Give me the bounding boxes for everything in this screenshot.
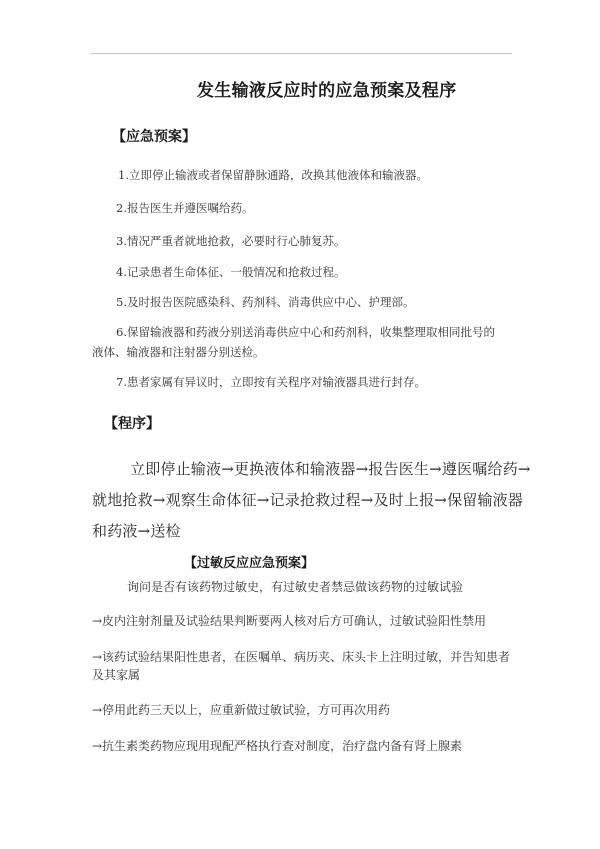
- section-heading-emergency-plan: 【应急预案】: [112, 129, 196, 145]
- procedure-line-1: 立即停止输液→更换液体和输液器→报告医生→遵医嘱给药→: [130, 460, 531, 478]
- plan-item-3: 3.情况严重者就地抢救，必要时行心肺复苏。: [116, 234, 346, 248]
- procedure-line-2: 就地抢救→观察生命体征→记录抢救过程→及时上报→保留输液器: [92, 491, 524, 509]
- allergy-line-4: →停用此药三天以上，应重新做过敏试验，方可再次用药: [92, 703, 391, 717]
- allergy-line-5: →抗生素类药物应现用现配严格执行查对制度，治疗盘内备有肾上腺素: [92, 739, 463, 753]
- plan-item-5: 5.及时报告医院感染科、药剂科、消毒供应中心、护理部。: [116, 295, 415, 309]
- allergy-line-3: →该药试验结果阳性患者，在医嘱单、病历夹、床头卡上注明过敏，并告知患者: [92, 650, 511, 664]
- plan-item-6: 6.保留输液器和药液分别送消毒供应中心和药剂科，收集整理取相同批号的: [116, 325, 495, 339]
- allergy-line-2: →皮内注射剂量及试验结果判断要两人核对后方可确认，过敏试验阳性禁用: [92, 614, 487, 628]
- plan-item-7: 7.患者家属有异议时，立即按有关程序对输液器具进行封存。: [116, 375, 426, 389]
- plan-item-2: 2.报告医生并遵医嘱给药。: [116, 201, 254, 215]
- plan-item-6-continued: 液体、输液器和注射器分别送检。: [92, 345, 265, 359]
- allergy-line-3-continued: 及其家属: [92, 668, 141, 682]
- plan-item-4: 4.记录患者生命体征、一般情况和抢救过程。: [116, 265, 346, 279]
- allergy-line-1: 询问是否有该药物过敏史，有过敏史者禁忌做该药物的过敏试验: [127, 580, 464, 594]
- header-rule: [90, 53, 512, 54]
- document-title: 发生输液反应时的应急预案及程序: [197, 81, 457, 101]
- section-heading-procedure: 【程序】: [104, 416, 160, 432]
- plan-item-1: 1.立即停止输液或者保留静脉通路，改换其他液体和输液器。: [118, 168, 428, 182]
- section-heading-allergy-plan: 【过敏反应应急预案】: [184, 556, 315, 571]
- procedure-line-3: 和药液→送检: [92, 522, 181, 540]
